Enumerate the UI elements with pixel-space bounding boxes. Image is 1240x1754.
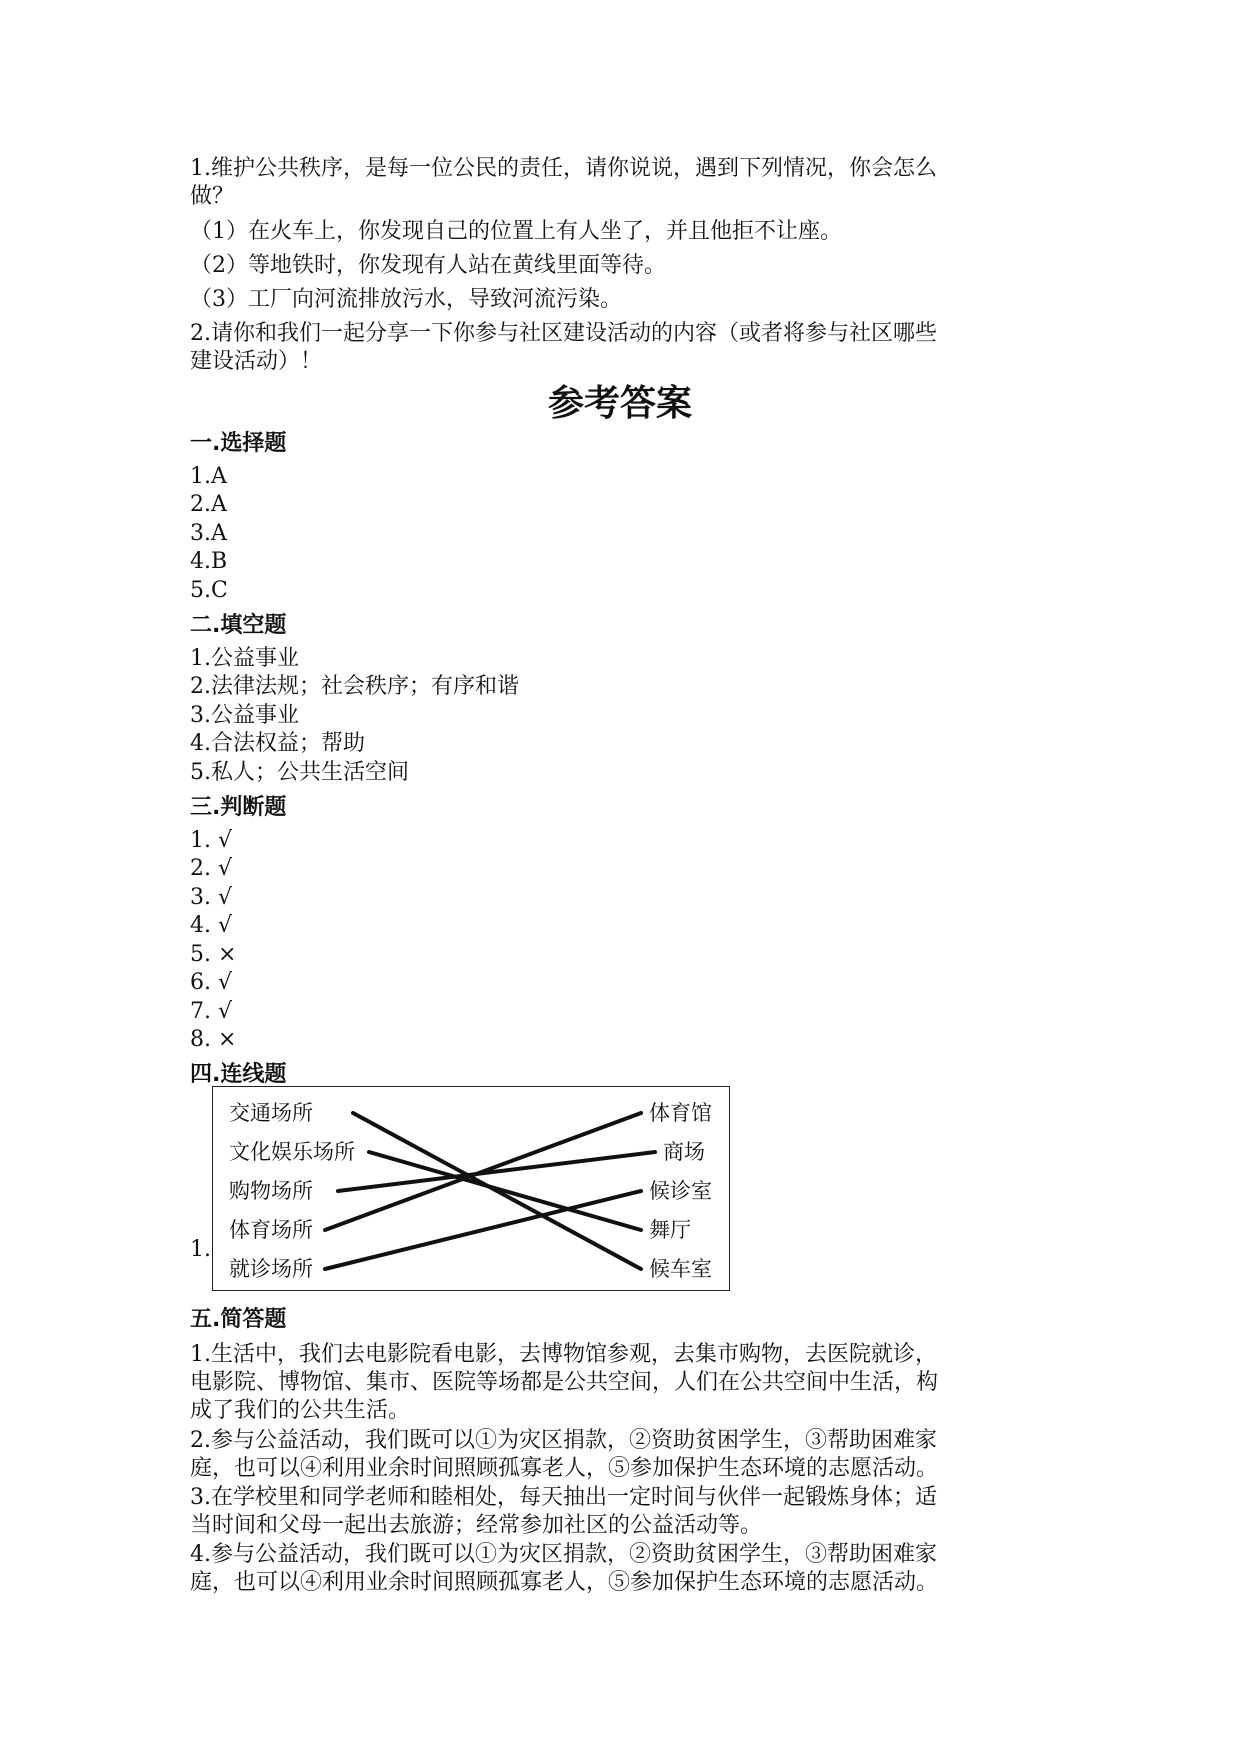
short-answer-line: 庭，也可以④利用业余时间照顾孤寡老人，⑤参加保护生态环境的志愿活动。 [190,1570,939,1595]
judge-answer: 6. √ [190,970,233,995]
short-answer-line: 庭，也可以④利用业余时间照顾孤寡老人，⑤参加保护生态环境的志愿活动。 [190,1456,939,1481]
judge-answer: 5. × [190,942,237,967]
matching-left-label: 购物场所 [229,1179,313,1203]
short-answer-line: 当时间和父母一起出去旅游；经常参加社区的公益活动等。 [190,1513,763,1538]
short-answer-line: 电影院、博物馆、集市、医院等场都是公共空间，人们在公共空间中生活，构 [190,1370,939,1395]
fill-answer: 1.公益事业 [190,646,299,671]
matching-right-label: 候诊室 [649,1179,712,1203]
matching-left-label: 文化娱乐场所 [229,1140,355,1164]
answers-title: 参考答案 [547,383,692,424]
fill-answer: 5.私人；公共生活空间 [190,760,409,785]
short-answer-line: 1.生活中，我们去电影院看电影，去博物馆参观，去集市购物，去医院就诊， [190,1342,937,1367]
matching-diagram [212,1086,730,1291]
matching-line [353,1113,641,1269]
question-1-sub-3: （3）工厂向河流排放污水，导致河流污染。 [190,287,622,312]
short-answer-line: 成了我们的公共生活。 [190,1398,411,1423]
matching-left-label: 体育场所 [229,1218,313,1242]
matching-left-label: 交通场所 [229,1101,313,1125]
judge-answer: 8. × [190,1027,237,1052]
matching-right-label: 舞厅 [649,1218,691,1242]
question-2-line-1: 2.请你和我们一起分享一下你参与社区建设活动的内容（或者将参与社区哪些 [190,321,937,346]
section-heading-matching: 四.连线题 [190,1062,287,1087]
choice-answer: 1.A [190,464,227,489]
question-1-line-1: 1.维护公共秩序，是每一位公民的责任，请你说说，遇到下列情况，你会怎么 [190,156,937,181]
matching-right-label: 体育馆 [649,1101,712,1125]
fill-answer: 3.公益事业 [190,703,299,728]
section-heading-fill: 二.填空题 [190,613,287,638]
short-answer-line: 2.参与公益活动，我们既可以①为灾区捐款，②资助贫困学生，③帮助困难家 [190,1428,937,1453]
fill-answer: 2.法律法规；社会秩序；有序和谐 [190,674,519,699]
question-2-line-2: 建设活动）！ [190,349,323,374]
judge-answer: 4. √ [190,913,233,938]
matching-left-label: 就诊场所 [229,1257,313,1281]
choice-answer: 4.B [190,549,228,574]
judge-answer: 1. √ [190,828,233,853]
judge-answer: 7. √ [190,999,233,1024]
judge-answer: 3. √ [190,885,233,910]
fill-answer: 4.合法权益；帮助 [190,731,365,756]
matching-number: 1. [190,1237,211,1262]
short-answer-line: 4.参与公益活动，我们既可以①为灾区捐款，②资助贫困学生，③帮助困难家 [190,1542,937,1567]
judge-answer: 2. √ [190,856,233,881]
section-heading-short-answer: 五.简答题 [190,1307,287,1332]
question-1-sub-1: （1）在火车上，你发现自己的位置上有人坐了，并且他拒不让座。 [190,219,842,244]
matching-right-label: 候车室 [649,1257,712,1281]
choice-answer: 3.A [190,521,227,546]
matching-line [325,1113,641,1230]
choice-answer: 2.A [190,492,227,517]
matching-right-label: 商场 [663,1140,705,1164]
section-heading-choice: 一.选择题 [190,431,287,456]
choice-answer: 5.C [190,578,228,603]
short-answer-line: 3.在学校里和同学老师和睦相处，每天抽出一定时间与伙伴一起锻炼身体；适 [190,1485,937,1510]
section-heading-judge: 三.判断题 [190,795,287,820]
question-1-sub-2: （2）等地铁时，你发现有人站在黄线里面等待。 [190,253,666,278]
matching-line [325,1191,641,1269]
question-1-line-2: 做？ [190,184,235,209]
